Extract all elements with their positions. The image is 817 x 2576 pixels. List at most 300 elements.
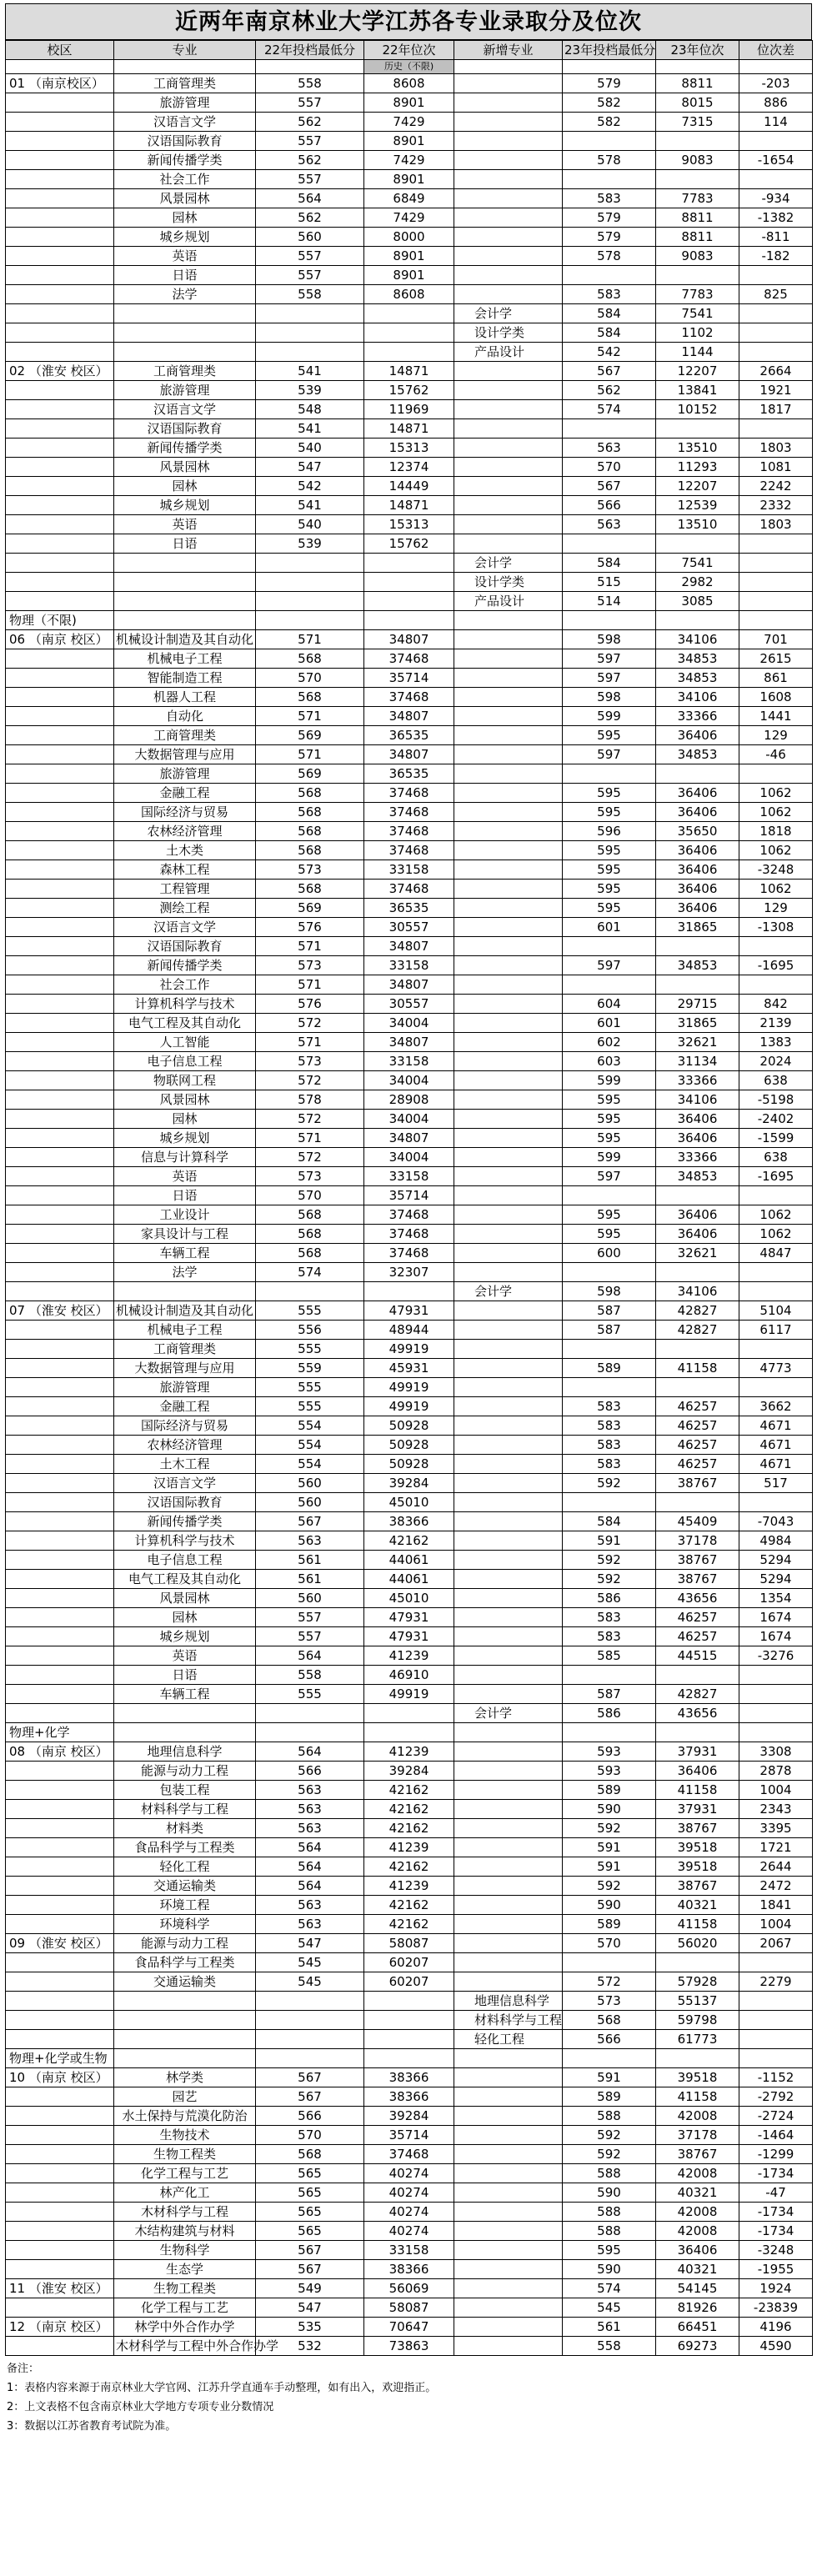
table-row [6,1551,813,1570]
table-cell: 智能制造工程 [114,669,256,688]
table-cell: 1062 [739,1205,813,1225]
table-cell: 49919 [364,1378,454,1397]
table-cell: 37468 [364,1225,454,1244]
table-cell: 2067 [739,1934,813,1953]
table-cell: 595 [563,899,656,918]
table-cell: 2982 [656,573,739,592]
table-cell: 47931 [364,1627,454,1646]
table-row [6,189,813,208]
table-cell: 563 [256,1915,364,1934]
table-cell: 1818 [739,822,813,841]
table-cell: 汉语言文学 [114,400,256,419]
table-cell [454,822,563,841]
table-cell: 40321 [656,2183,739,2203]
table-cell: 568 [563,2011,656,2030]
table-cell [454,956,563,975]
table-cell: 35714 [364,2126,454,2145]
table-cell: -3248 [739,860,813,880]
table-cell [454,439,563,458]
table-cell: 38767 [656,1570,739,1589]
table-cell: 31134 [656,1052,739,1071]
table-cell: 工商管理类 [114,1340,256,1359]
table-cell: 547 [256,1934,364,1953]
table-cell: 46257 [656,1397,739,1416]
table-row [6,2279,813,2298]
table-cell: 37468 [364,803,454,822]
table-cell: 562 [256,151,364,170]
table-cell: 45409 [656,1512,739,1531]
table-cell [6,2030,114,2049]
table-row [6,247,813,266]
table-cell: 595 [563,841,656,860]
table-cell: 590 [563,2260,656,2279]
note-line: 2：上文表格不包含南京林业大学地方专项专业分数情况 [7,2401,274,2413]
table-cell [6,1148,114,1167]
table-cell: 572 [256,1148,364,1167]
table-cell [563,1666,656,1685]
table-cell: 567 [256,2260,364,2279]
table-cell [563,1493,656,1512]
table-cell [563,1263,656,1282]
table-cell: 8608 [364,74,454,93]
table-cell: 40274 [364,2164,454,2183]
table-cell [454,1378,563,1397]
table-cell: 2242 [739,477,813,496]
table-cell: 579 [563,208,656,228]
table-cell: 9083 [656,151,739,170]
table-cell: 557 [256,266,364,285]
table-cell [454,1416,563,1436]
table-cell: 日语 [114,534,256,554]
table-cell [454,899,563,918]
table-cell: 565 [256,2164,364,2183]
table-row [6,764,813,784]
table-row [6,2318,813,2337]
table-cell: 555 [256,1301,364,1321]
table-cell [739,1493,813,1512]
table-cell [6,2260,114,2279]
table-cell [6,880,114,899]
table-row [6,1033,813,1052]
table-cell: 40321 [656,1896,739,1915]
table-cell [656,1666,739,1685]
table-cell: 32621 [656,1033,739,1052]
table-cell: 09 （淮安 校区） [6,1934,114,1953]
table-cell [454,1570,563,1589]
column-header: 23年位次 [656,41,739,60]
table-cell: 34004 [364,1071,454,1090]
table-cell: 34106 [656,630,739,649]
table-cell: 8901 [364,93,454,113]
table-cell: 561 [256,1551,364,1570]
table-cell: -7043 [739,1512,813,1531]
table-row [6,477,813,496]
table-row [6,860,813,880]
table-cell [454,1781,563,1800]
table-row [6,285,813,304]
table-cell: 41239 [364,1877,454,1896]
table-cell: 588 [563,2107,656,2126]
table-cell [6,189,114,208]
table-cell: -1152 [739,2068,813,2087]
table-cell: 595 [563,1090,656,1110]
table-cell: 557 [256,247,364,266]
table-cell [6,1416,114,1436]
table-cell [454,419,563,439]
table-cell [454,2049,563,2068]
table-cell [563,611,656,630]
table-cell: 42162 [364,1800,454,1819]
table-cell: 81926 [656,2298,739,2318]
table-cell: 能源与动力工程 [114,1934,256,1953]
table-row [6,1819,813,1838]
table-cell [454,669,563,688]
table-cell: 555 [256,1685,364,1704]
table-row [6,93,813,113]
table-cell: 46257 [656,1455,739,1474]
table-cell: 42827 [656,1301,739,1321]
table-cell [563,975,656,995]
table-cell [656,975,739,995]
table-cell [739,2011,813,2030]
table-cell [6,2164,114,2183]
table-cell: 计算机科学与技术 [114,1531,256,1551]
table-cell: 586 [563,1589,656,1608]
table-cell: 1062 [739,1225,813,1244]
table-cell: 560 [256,1493,364,1512]
table-cell: 584 [563,554,656,573]
table-cell: 工商管理类 [114,726,256,745]
table-cell [563,1378,656,1397]
table-cell: 8811 [656,74,739,93]
table-cell: 34004 [364,1148,454,1167]
table-cell: 598 [563,630,656,649]
table-cell: 535 [256,2318,364,2337]
table-cell [454,1321,563,1340]
table-cell [114,2011,256,2030]
table-row [6,1378,813,1397]
table-row [6,1915,813,1934]
table-cell: 573 [563,1992,656,2011]
table-cell: 46910 [364,1666,454,1685]
table-row [6,1512,813,1531]
table-cell: 日语 [114,1666,256,1685]
table-cell: 日语 [114,266,256,285]
table-cell: 8901 [364,132,454,151]
table-cell: 生物工程类 [114,2279,256,2298]
table-cell: 570 [563,458,656,477]
table-cell: 1817 [739,400,813,419]
table-cell: 3662 [739,1397,813,1416]
table-cell [454,803,563,822]
table-cell: -1308 [739,918,813,937]
table-cell [656,1723,739,1742]
table-cell: 563 [256,1531,364,1551]
table-cell [454,1877,563,1896]
table-cell [454,1340,563,1359]
table-cell: 638 [739,1148,813,1167]
table-cell: 12374 [364,458,454,477]
table-cell: 547 [256,2298,364,2318]
table-cell: 590 [563,1896,656,1915]
table-cell: 34853 [656,669,739,688]
table-cell [364,1992,454,2011]
table-cell: 7315 [656,113,739,132]
table-cell [454,1455,563,1474]
table-cell [656,534,739,554]
table-cell [114,2030,256,2049]
table-cell: 2615 [739,649,813,669]
table-cell: 1081 [739,458,813,477]
admission-score-table [5,40,813,2356]
table-cell [454,2222,563,2241]
table-cell: -1654 [739,151,813,170]
table-cell [6,1225,114,1244]
table-cell: 化学工程与工艺 [114,2298,256,2318]
table-row [6,1934,813,1953]
table-cell: 584 [563,304,656,323]
table-cell: 4671 [739,1436,813,1455]
table-cell: 570 [256,1186,364,1205]
table-cell: 地理信息科学 [114,1742,256,1762]
table-cell: 7783 [656,285,739,304]
table-row [6,2087,813,2107]
table-cell [6,1455,114,1474]
table-cell: 1062 [739,841,813,860]
table-cell: 1062 [739,803,813,822]
table-cell [454,93,563,113]
table-cell: 42008 [656,2107,739,2126]
notes [5,2359,812,2436]
table-cell [256,343,364,362]
table-cell: 554 [256,1455,364,1474]
table-cell: 新闻传播学类 [114,151,256,170]
table-cell: 33158 [364,956,454,975]
table-cell: 595 [563,2241,656,2260]
table-cell: 570 [256,2126,364,2145]
table-cell: 571 [256,937,364,956]
table-cell: 56069 [364,2279,454,2298]
table-cell: 39518 [656,1838,739,1857]
table-cell [6,208,114,228]
table-cell: 571 [256,745,364,764]
table-cell: 578 [563,247,656,266]
table-row [6,1589,813,1608]
table-cell [656,132,739,151]
table-row [6,2260,813,2279]
table-cell: 家具设计与工程 [114,1225,256,1244]
table-cell: 38767 [656,1819,739,1838]
table-cell [114,1704,256,1723]
table-cell: 541 [256,362,364,381]
table-cell [454,1129,563,1148]
table-cell [364,1704,454,1723]
table-cell: 37468 [364,784,454,803]
table-cell: 540 [256,439,364,458]
table-cell: 物理（不限) [6,611,114,630]
table-cell [454,1512,563,1531]
table-cell: 515 [563,573,656,592]
table-cell: 569 [256,899,364,918]
table-cell: 木材科学与工程 [114,2203,256,2222]
table-cell: 572 [256,1071,364,1090]
table-cell: 590 [563,2183,656,2203]
table-cell: -2724 [739,2107,813,2126]
table-cell: 38366 [364,1512,454,1531]
table-cell: 30557 [364,995,454,1014]
table-cell: 595 [563,1110,656,1129]
table-cell: 旅游管理 [114,381,256,400]
table-cell: 541 [256,496,364,515]
table-cell: 39518 [656,1857,739,1877]
table-cell [6,1551,114,1570]
table-cell: 物理+化学或生物 [6,2049,114,2068]
table-cell: 37178 [656,1531,739,1551]
table-cell: 861 [739,669,813,688]
table-cell: 8901 [364,247,454,266]
table-cell: 1441 [739,707,813,726]
table-cell: -47 [739,2183,813,2203]
table-row [6,1244,813,1263]
table-cell [454,1589,563,1608]
table-cell: 60207 [364,1972,454,1992]
table-cell [6,2107,114,2126]
table-cell [364,2049,454,2068]
table-row [6,381,813,400]
table-cell: 35714 [364,1186,454,1205]
table-cell: 食品科学与工程类 [114,1953,256,1972]
table-cell: 590 [563,1800,656,1819]
table-cell [6,1627,114,1646]
table-cell [6,1167,114,1186]
table-cell [6,1436,114,1455]
table-cell: 1674 [739,1627,813,1646]
table-cell: 41158 [656,1781,739,1800]
table-cell: 会计学 [454,554,563,573]
table-cell: 6849 [364,189,454,208]
column-header: 23年投档最低分 [563,41,656,60]
table-cell: 46257 [656,1608,739,1627]
table-cell: 8901 [364,266,454,285]
table-cell [6,515,114,534]
table-cell: 568 [256,784,364,803]
table-cell: 34853 [656,649,739,669]
table-cell [6,1685,114,1704]
table-cell [739,1666,813,1685]
table-cell: 42162 [364,1857,454,1877]
table-cell [6,1896,114,1915]
table-row [6,2222,813,2241]
table-cell: 8015 [656,93,739,113]
table-cell [739,611,813,630]
table-row [6,1014,813,1033]
table-row [6,323,813,343]
table-cell [6,956,114,975]
table-cell: 12207 [656,362,739,381]
table-cell [454,1244,563,1263]
table-cell [454,2279,563,2298]
table-cell: 4196 [739,2318,813,2337]
table-cell: 1841 [739,1896,813,1915]
table-cell [454,1934,563,1953]
table-cell: 114 [739,113,813,132]
table-row [6,1627,813,1646]
table-cell: 569 [256,764,364,784]
table-cell: 589 [563,1915,656,1934]
table-cell [6,726,114,745]
table-cell: 4671 [739,1416,813,1436]
table-cell: 50928 [364,1436,454,1455]
table-cell: 558 [256,74,364,93]
table-cell: 1674 [739,1608,813,1627]
table-row [6,1397,813,1416]
table-cell [454,1301,563,1321]
table-cell [739,323,813,343]
table-cell: 701 [739,630,813,649]
table-cell [454,1071,563,1090]
table-cell: 会计学 [454,304,563,323]
table-cell: 28908 [364,1090,454,1110]
table-cell: 车辆工程 [114,1244,256,1263]
table-row [6,496,813,515]
table-cell: 36535 [364,764,454,784]
table-cell: 36535 [364,726,454,745]
table-cell [739,132,813,151]
table-cell: 559 [256,1359,364,1378]
table-cell: 12 （南京 校区） [6,2318,114,2337]
table-cell [454,1819,563,1838]
table-cell: 33158 [364,1167,454,1186]
table-cell: 42162 [364,1896,454,1915]
table-cell: 592 [563,1819,656,1838]
table-cell [454,1263,563,1282]
table-cell: 金融工程 [114,1397,256,1416]
table-cell: 机械电子工程 [114,649,256,669]
table-cell: 1608 [739,688,813,707]
table-cell: 564 [256,1838,364,1857]
table-row [6,1090,813,1110]
table-cell [6,784,114,803]
table-cell: 570 [256,669,364,688]
table-cell: 汉语言文学 [114,113,256,132]
table-cell [454,995,563,1014]
table-row [6,2011,813,2030]
table-cell: 41158 [656,2087,739,2107]
table-cell [454,534,563,554]
table-cell: 597 [563,669,656,688]
table-cell: 38767 [656,1551,739,1570]
table-cell: 563 [563,515,656,534]
table-cell [6,1359,114,1378]
table-cell [6,343,114,362]
table-cell: 563 [256,1781,364,1800]
table-cell: 产品设计 [454,343,563,362]
table-row [6,419,813,439]
table-cell: 595 [563,1225,656,1244]
table-cell [739,2049,813,2068]
table-cell [6,2087,114,2107]
table-cell [256,1992,364,2011]
column-header: 专业 [114,41,256,60]
table-cell: -1299 [739,2145,813,2164]
table-cell: 34807 [364,745,454,764]
table-cell: 工商管理类 [114,74,256,93]
table-cell [454,1723,563,1742]
table-cell [656,170,739,189]
table-cell [6,170,114,189]
table-cell [6,458,114,477]
page-title: 近两年南京林业大学江苏各专业录取分及位次 [5,3,812,40]
